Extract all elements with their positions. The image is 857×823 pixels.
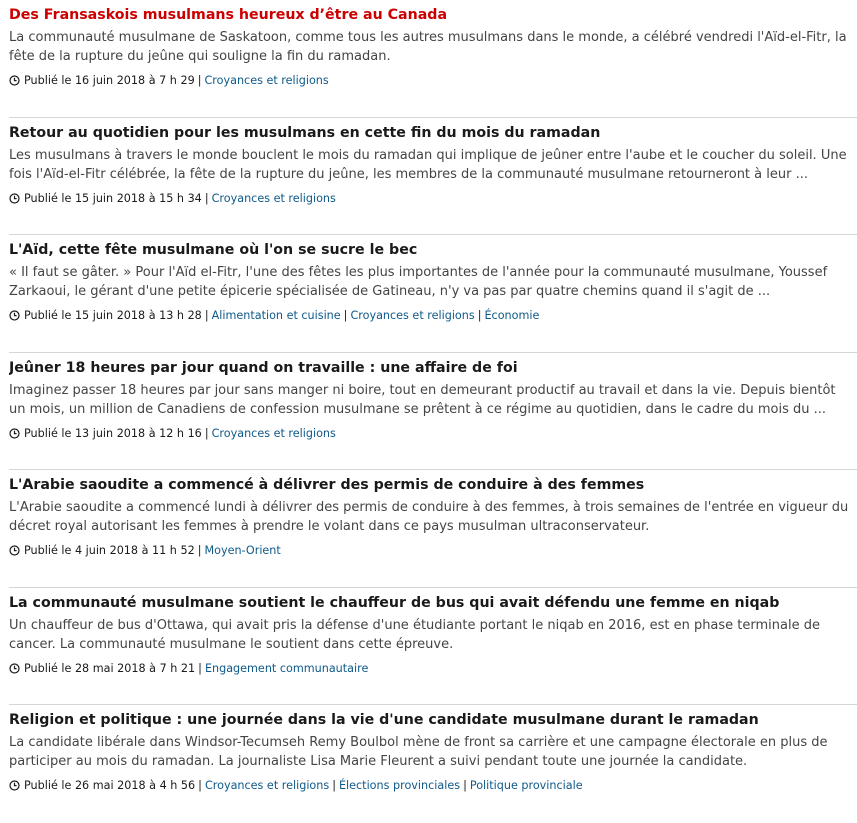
- article-summary: Les musulmans à travers le monde bouclent le mois du ramadan qui implique de jeûner entre l'aube et le coucher du soleil. Une fois l'Aïd-el-Fitr célébrée, la fête de la rupture du jeûne, les membres de la communauté musulmane retourneront à leur ...: [9, 147, 847, 182]
- article-meta: [9, 308, 857, 323]
- category-link[interactable]: Alimentation et cuisine: [211, 309, 341, 322]
- published-date: Publié le 26 mai 2018 à 4 h 56: [24, 779, 196, 792]
- article-item: [9, 0, 857, 118]
- article-summary: La candidate libérale dans Windsor-Tecumseh Remy Boulbol mène de front sa carrière et une campagne électorale en plus de participer au mois du ramadan. La journaliste Lisa Marie Fleurent a suivi pendant toute une journée la candidate.: [9, 735, 828, 769]
- article-title-link[interactable]: La communauté musulmane soutient le chauffeur de bus qui avait défendu une femme en niqab: [9, 594, 780, 611]
- article-item: [9, 235, 857, 353]
- article-meta: [9, 191, 857, 206]
- separator: |: [197, 74, 202, 87]
- clock-icon: [9, 193, 20, 204]
- article-title-link[interactable]: L'Aïd, cette fête musulmane où l'on se sucre le bec: [9, 242, 418, 258]
- published-date: Publié le 16 juin 2018 à 7 h 29: [24, 74, 195, 87]
- separator: |: [332, 779, 336, 792]
- published-date: Publié le 15 juin 2018 à 15 h 34: [24, 191, 202, 205]
- article-meta: [9, 73, 857, 88]
- article-item: [9, 353, 857, 471]
- separator: |: [197, 544, 202, 557]
- category-link[interactable]: Croyances et religions: [350, 309, 475, 322]
- category-link[interactable]: Croyances et religions: [211, 426, 336, 440]
- category-link[interactable]: Économie: [484, 309, 540, 322]
- article-item: [9, 118, 857, 236]
- article-meta: [9, 426, 857, 441]
- published-date: Publié le 13 juin 2018 à 12 h 16: [24, 426, 202, 440]
- article-meta: [9, 543, 857, 558]
- clock-icon: [9, 75, 20, 86]
- clock-icon: [9, 663, 20, 674]
- separator: |: [198, 779, 202, 792]
- article-item: [9, 705, 857, 823]
- article-summary: La communauté musulmane de Saskatoon, comme tous les autres musulmans dans le monde, a célébré vendredi l'Aïd-el-Fitr, la fête de la rupture du jeûne qui souligne la fin du ramadan.: [9, 30, 847, 64]
- clock-icon: [9, 780, 20, 791]
- article-title-link[interactable]: Retour au quotidien pour les musulmans en cette fin du mois du ramadan: [9, 124, 601, 141]
- published-date: Publié le 15 juin 2018 à 13 h 28: [24, 309, 202, 322]
- published-date: Publié le 4 juin 2018 à 11 h 52: [24, 544, 195, 557]
- article-summary: L'Arabie saoudite a commencé lundi à délivrer des permis de conduire à des femmes, à trois semaines de l'entrée en vigueur du décret royal autorisant les femmes à prendre le volant dans ce pays musulman ultraconservateur.: [9, 500, 849, 534]
- separator: |: [463, 779, 467, 792]
- article-title-link[interactable]: Jeûner 18 heures par jour quand on travaille : une affaire de foi: [9, 359, 518, 376]
- article-title-link[interactable]: L'Arabie saoudite a commencé à délivrer des permis de conduire à des femmes: [9, 477, 645, 493]
- category-link[interactable]: Moyen-Orient: [204, 544, 281, 557]
- category-link[interactable]: Politique provinciale: [469, 779, 583, 792]
- article-meta: [9, 778, 857, 793]
- article-item: [9, 588, 857, 706]
- separator: |: [204, 426, 209, 440]
- article-item: [9, 470, 857, 588]
- article-summary: Un chauffeur de bus d'Ottawa, qui avait pris la défense d'une étudiante portant le niqab en 2016, est en phase terminale de cancer. La communauté musulmane le soutient dans cette épreuve.: [9, 617, 820, 652]
- category-link[interactable]: Croyances et religions: [211, 191, 336, 205]
- article-title-link[interactable]: Des Fransaskois musulmans heureux d’être au Canada: [9, 7, 448, 23]
- article-title-link[interactable]: Religion et politique : une journée dans la vie d'une candidate musulmane durant le ramadan: [9, 712, 759, 728]
- clock-icon: [9, 310, 20, 321]
- category-link[interactable]: Croyances et religions: [204, 779, 330, 792]
- category-link[interactable]: Élections provinciales: [338, 779, 461, 792]
- category-link[interactable]: Engagement communautaire: [204, 661, 369, 675]
- article-summary: « Il faut se gâter. » Pour l'Aïd el-Fitr, l'une des fêtes les plus importantes de l'année pour la communauté musulmane, Youssef Zarkaoui, le gérant d'une petite épicerie spécialisée de Gatineau, n'y va pas par quatre chemins quand il s'agit de ...: [9, 265, 828, 299]
- separator: |: [204, 309, 209, 322]
- separator: |: [204, 191, 209, 205]
- category-link[interactable]: Croyances et religions: [204, 74, 329, 87]
- separator: |: [477, 309, 482, 322]
- clock-icon: [9, 428, 20, 439]
- clock-icon: [9, 545, 20, 556]
- article-meta: [9, 661, 857, 676]
- separator: |: [198, 661, 202, 675]
- separator: |: [343, 309, 348, 322]
- published-date: Publié le 28 mai 2018 à 7 h 21: [24, 661, 196, 675]
- article-summary: Imaginez passer 18 heures par jour sans manger ni boire, tout en demeurant productif au travail et dans la vie. Depuis bientôt un mois, un million de Canadiens de confession musulmane se prêtent à ce régime au quotidien, dans le cadre du mois du ...: [9, 382, 836, 417]
